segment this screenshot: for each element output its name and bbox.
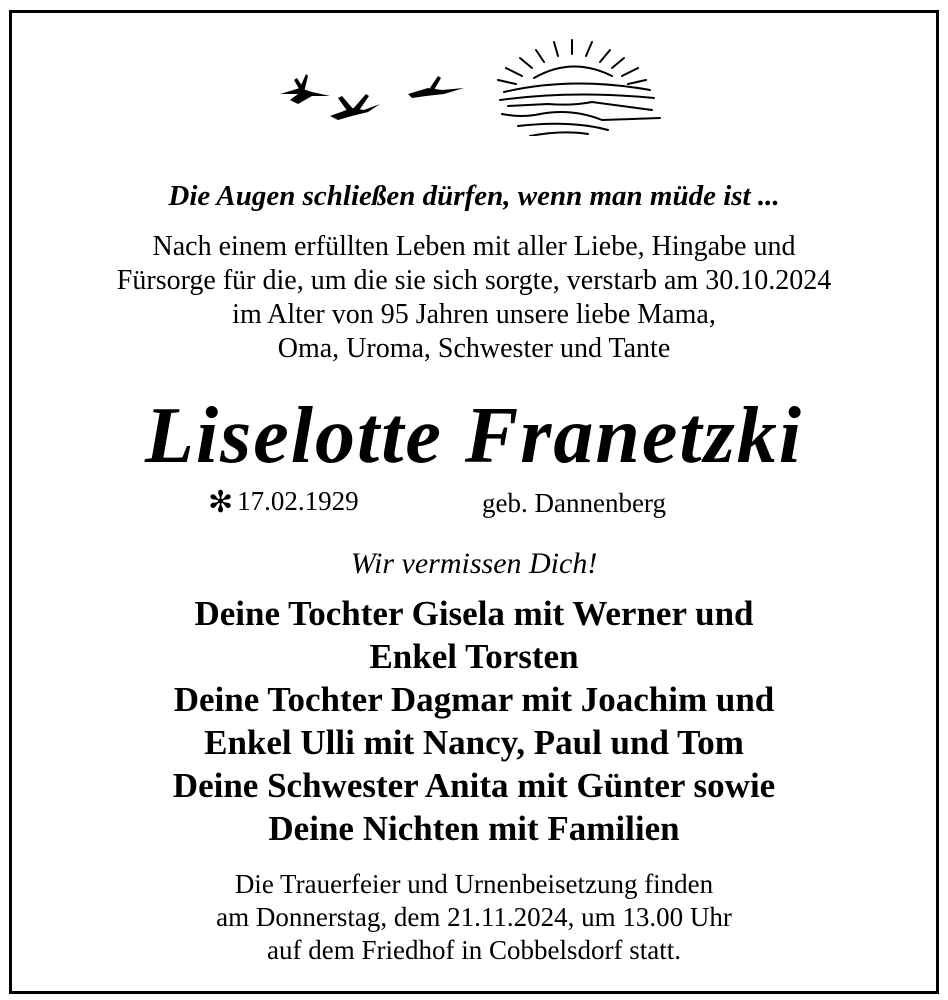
mourner-line: Deine Tochter Dagmar mit Joachim und bbox=[173, 680, 775, 719]
header-ornament bbox=[272, 36, 664, 136]
missing-text: Wir vermissen Dich! bbox=[350, 547, 598, 580]
service-line: am Donnerstag, dem 21.11.2024, um 13.00 Uhr bbox=[216, 902, 732, 932]
intro-line: Fürsorge für die, um die sie sich sorgte, verstarb am 30.10.2024 bbox=[116, 265, 832, 296]
birth-star-icon: ✻ bbox=[208, 486, 234, 519]
mourner-line: Deine Tochter Gisela mit Werner und bbox=[194, 594, 754, 633]
intro-line: im Alter von 95 Jahren unsere liebe Mama, bbox=[232, 299, 716, 330]
bird-icon bbox=[408, 76, 464, 98]
deceased-name: Liselotte Franetzki bbox=[145, 392, 803, 480]
mourner-line: Enkel Torsten bbox=[369, 637, 579, 676]
mourner-line: Deine Nichten mit Familien bbox=[268, 809, 680, 848]
intro-line: Oma, Uroma, Schwester und Tante bbox=[277, 333, 671, 364]
service-line: auf dem Friedhof in Cobbelsdorf statt. bbox=[267, 935, 681, 965]
birth-line bbox=[208, 484, 359, 520]
service-line: Die Trauerfeier und Urnenbeisetzung finden bbox=[234, 869, 714, 899]
birth-date: 17.02.1929 bbox=[237, 486, 359, 516]
bird-icon bbox=[280, 74, 330, 104]
mourner-line: Enkel Ulli mit Nancy, Paul und Tom bbox=[204, 723, 744, 762]
maiden-name: geb. Dannenberg bbox=[482, 488, 666, 518]
bird-icon bbox=[330, 94, 380, 120]
sunset-icon bbox=[498, 40, 660, 136]
mourner-line: Deine Schwester Anita mit Günter sowie bbox=[172, 766, 776, 805]
intro-line: Nach einem erfüllten Leben mit aller Liebe, Hingabe und bbox=[152, 231, 796, 262]
motto: Die Augen schließen dürfen, wenn man müde ist ... bbox=[168, 180, 780, 212]
